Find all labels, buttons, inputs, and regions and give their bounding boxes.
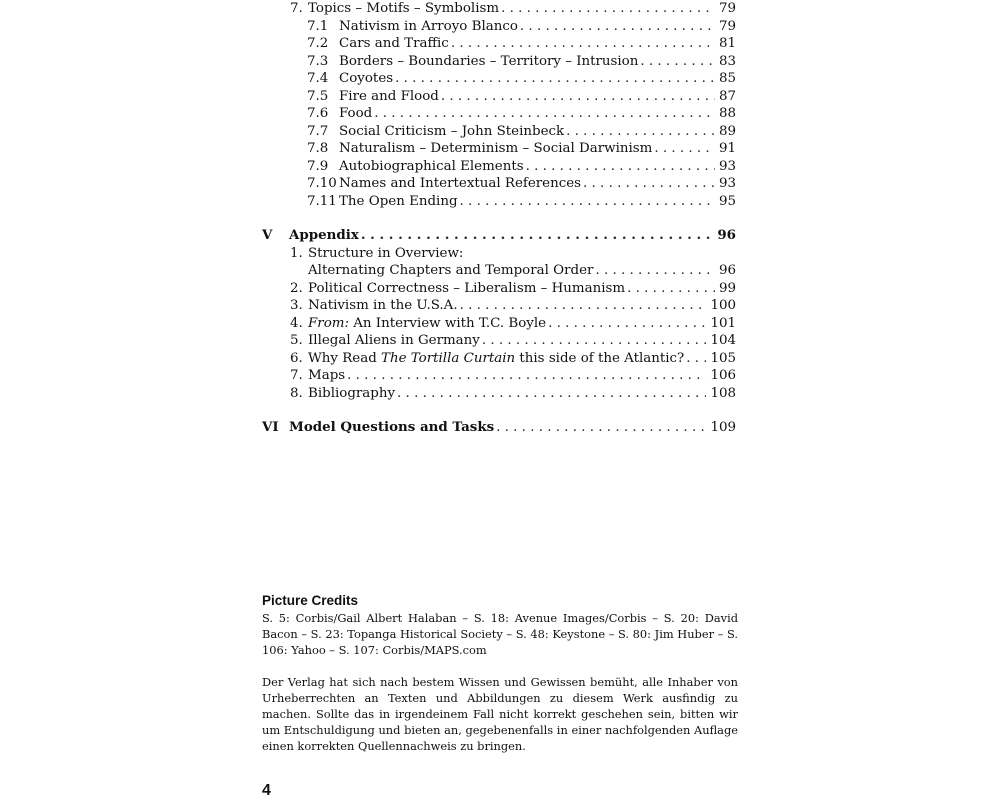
toc-entry-number: 2. bbox=[290, 280, 303, 296]
toc-entry-appendix-4 bbox=[262, 315, 736, 333]
dot-leader bbox=[501, 0, 715, 18]
toc-entry-page: 89 bbox=[718, 123, 736, 139]
toc-entry-number: 6. bbox=[290, 350, 303, 366]
dot-leader bbox=[496, 419, 706, 437]
publisher-notice: Der Verlag hat sich nach bestem Wissen und Gewissen bemüht, alle Inhaber von Urheberrechten an Texten und Abbildungen zu diesem Werk ausfindig zu machen. Sollte das in irgendeinem Fall nicht korrekt geschehen sein, bitten wir um Entschuldigung und bieten an, gegebenenfalls in einer nachfolgenden Auflage einen korrekten Quellennachweis zu bringen. bbox=[262, 675, 738, 753]
toc-entry-title-text: Why Read bbox=[308, 350, 382, 366]
toc-entry-7-4 bbox=[262, 70, 736, 88]
toc-entry-title: Borders – Boundaries – Territory – Intrusion bbox=[339, 53, 639, 69]
toc-entry-prefix: From: bbox=[308, 315, 349, 331]
toc-entry-appendix-2 bbox=[262, 280, 736, 298]
toc-entry-7-11 bbox=[262, 193, 736, 211]
toc-entry-title: Maps bbox=[308, 368, 346, 383]
toc-entry-page: 79 bbox=[718, 1, 736, 16]
dot-leader bbox=[548, 315, 706, 333]
toc-entry-page: 81 bbox=[718, 36, 736, 51]
toc-entry-page: 95 bbox=[718, 193, 736, 209]
toc-entry-number: 7. bbox=[290, 368, 303, 383]
toc-entry-7-2 bbox=[262, 35, 736, 53]
dot-leader bbox=[482, 332, 707, 350]
toc-entry-number: 7.8 bbox=[307, 141, 329, 156]
toc-entry-page: 85 bbox=[718, 71, 736, 86]
toc-entry-page: 88 bbox=[718, 106, 736, 121]
toc-entry-number: 8. bbox=[290, 385, 303, 401]
toc-entry-number: 7.11 bbox=[307, 193, 337, 209]
dot-leader bbox=[627, 280, 715, 298]
toc-entry-title: Naturalism – Determinism – Social Darwinism bbox=[339, 141, 653, 156]
dot-leader bbox=[595, 262, 715, 280]
toc-entry-7-5 bbox=[262, 88, 736, 106]
toc-entry-7-8 bbox=[262, 140, 736, 158]
toc-entry-number: 7.3 bbox=[307, 53, 329, 69]
toc-entry-title: Fire and Flood bbox=[339, 88, 439, 104]
toc-entry-page: 104 bbox=[710, 333, 736, 348]
toc-entry-page: 106 bbox=[710, 368, 736, 383]
toc-entry-title: Coyotes bbox=[339, 71, 394, 86]
toc-part-title: Appendix bbox=[289, 227, 359, 243]
dot-leader bbox=[395, 70, 715, 88]
toc-part-appendix bbox=[262, 227, 736, 245]
toc-entry-title: Nativism in the U.S.A. bbox=[308, 298, 458, 313]
toc-entry-title bbox=[308, 315, 546, 333]
toc-entry-title: Cars and Traffic bbox=[339, 36, 449, 51]
toc-entry-title-continued: Alternating Chapters and Temporal Order bbox=[308, 263, 594, 278]
dot-leader bbox=[460, 193, 715, 211]
toc-entry-number: 7.4 bbox=[307, 71, 329, 86]
toc-entry-number: 7.7 bbox=[307, 123, 329, 139]
toc-entry-title: Autobiographical Elements bbox=[339, 158, 524, 174]
toc-entry-number: 5. bbox=[290, 333, 303, 348]
dot-leader bbox=[441, 88, 715, 106]
toc-entry-book-title: The Tortilla Curtain bbox=[381, 350, 516, 366]
page-number: 4 bbox=[262, 782, 271, 799]
toc-entry-title: Topics – Motifs – Symbolism bbox=[308, 1, 500, 16]
toc-part-number: V bbox=[262, 227, 273, 243]
toc-entry-appendix-7 bbox=[262, 367, 736, 385]
toc-entry-appendix-1a bbox=[262, 245, 736, 263]
toc-entry-7 bbox=[262, 0, 736, 18]
toc-entry-title: Illegal Aliens in Germany bbox=[308, 333, 480, 348]
toc-entry-title: Political Correctness – Liberalism – Humanism bbox=[308, 280, 626, 296]
toc-part-title: Model Questions and Tasks bbox=[289, 419, 495, 435]
toc-entry-page: 93 bbox=[718, 176, 736, 191]
toc-entry-page: 100 bbox=[710, 298, 736, 313]
toc-part-page: 109 bbox=[710, 420, 736, 435]
dot-leader bbox=[583, 175, 715, 193]
toc-part-page: 96 bbox=[717, 227, 736, 243]
toc-entry-page: 96 bbox=[718, 263, 736, 278]
table-of-contents bbox=[262, 0, 736, 437]
toc-entry-7-3 bbox=[262, 53, 736, 71]
dot-leader bbox=[397, 385, 706, 403]
toc-entry-number: 7.5 bbox=[307, 88, 329, 104]
toc-entry-number: 4. bbox=[290, 315, 303, 331]
picture-credits-text: S. 5: Corbis/Gail Albert Halaban – S. 18: Avenue Images/Corbis – S. 20: David Bacon – S. 23: Topanga Historical Society – S. 48: Keystone – S. 80: Jim Huber – S. 106: Yahoo – S. 107: Corbis/MAPS.com bbox=[262, 611, 738, 657]
dot-leader bbox=[361, 227, 714, 245]
dot-leader bbox=[347, 367, 706, 385]
toc-entry-title-text: An Interview with T.C. Boyle bbox=[348, 315, 547, 331]
dot-leader bbox=[686, 350, 706, 368]
toc-entry-number: 7.2 bbox=[307, 36, 329, 51]
toc-entry-number: 7.10 bbox=[307, 176, 337, 191]
toc-entry-page: 99 bbox=[718, 280, 736, 296]
toc-entry-title: Structure in Overview: bbox=[308, 245, 464, 261]
toc-entry-appendix-1b bbox=[262, 262, 736, 280]
toc-entry-title: Bibliography bbox=[308, 385, 396, 401]
dot-leader bbox=[460, 297, 707, 315]
toc-entry-number: 3. bbox=[290, 298, 303, 313]
toc-entry-page: 83 bbox=[718, 53, 736, 69]
toc-part-model-questions bbox=[262, 419, 736, 437]
toc-entry-7-1 bbox=[262, 18, 736, 36]
toc-entry-page: 93 bbox=[718, 158, 736, 174]
toc-entry-7-7 bbox=[262, 123, 736, 141]
toc-entry-number: 1. bbox=[290, 245, 303, 261]
toc-entry-7-9 bbox=[262, 158, 736, 176]
toc-entry-title bbox=[308, 350, 684, 368]
toc-entry-page: 79 bbox=[718, 18, 736, 34]
dot-leader bbox=[654, 140, 715, 158]
toc-entry-number: 7. bbox=[290, 1, 303, 16]
toc-part-number: VI bbox=[262, 419, 279, 435]
toc-entry-page: 105 bbox=[710, 350, 736, 366]
toc-entry-page: 91 bbox=[718, 141, 736, 156]
toc-entry-title: Social Criticism – John Steinbeck bbox=[339, 123, 565, 139]
toc-entry-title-suffix: this side of the Atlantic? bbox=[515, 350, 685, 366]
toc-entry-appendix-6 bbox=[262, 350, 736, 368]
picture-credits-title: Picture Credits bbox=[262, 593, 359, 608]
toc-entry-number: 7.6 bbox=[307, 106, 329, 121]
dot-leader bbox=[526, 158, 715, 176]
toc-entry-7-6 bbox=[262, 105, 736, 123]
toc-entry-number: 7.9 bbox=[307, 158, 329, 174]
dot-leader bbox=[374, 105, 715, 123]
toc-entry-appendix-3 bbox=[262, 297, 736, 315]
toc-entry-appendix-5 bbox=[262, 332, 736, 350]
dot-leader bbox=[640, 53, 715, 71]
toc-entry-page: 87 bbox=[718, 88, 736, 104]
dot-leader bbox=[566, 123, 715, 141]
toc-entry-title: Names and Intertextual References bbox=[339, 176, 582, 191]
toc-entry-7-10 bbox=[262, 175, 736, 193]
toc-entry-title: Food bbox=[339, 106, 373, 121]
toc-entry-number: 7.1 bbox=[307, 18, 329, 34]
dot-leader bbox=[520, 18, 715, 36]
toc-entry-title: The Open Ending bbox=[339, 193, 458, 209]
toc-entry-page: 101 bbox=[710, 315, 736, 331]
toc-entry-page: 108 bbox=[710, 385, 736, 401]
dot-leader bbox=[451, 35, 715, 53]
toc-entry-appendix-8 bbox=[262, 385, 736, 403]
picture-credits bbox=[262, 593, 738, 754]
toc-entry-title: Nativism in Arroyo Blanco bbox=[339, 18, 518, 34]
